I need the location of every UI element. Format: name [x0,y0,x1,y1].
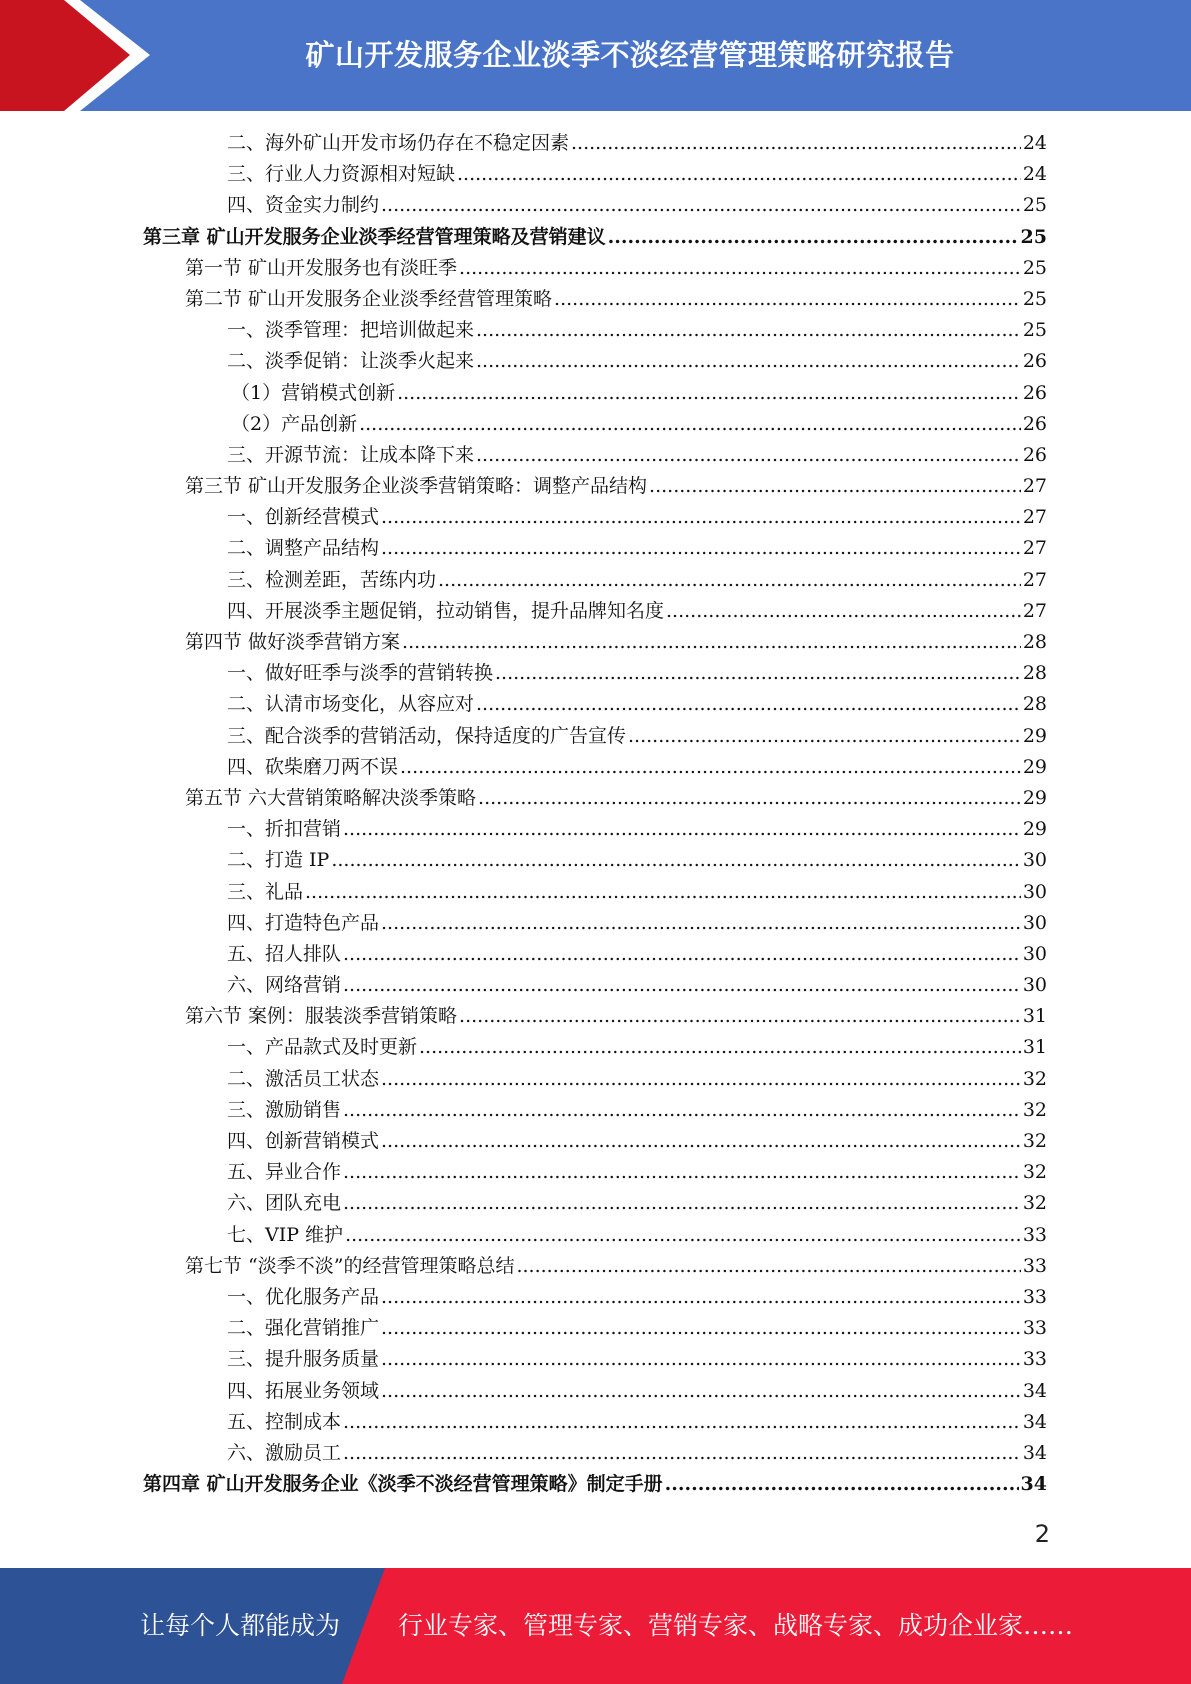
toc-dot-leader [381,1126,1021,1157]
toc-entry-page: 32 [1022,1192,1047,1215]
toc-entry-page: 33 [1022,1254,1047,1277]
toc-entry-title: 三、激励销售 [227,1098,342,1121]
toc-entry-page: 32 [1022,1098,1047,1121]
toc-entry-page: 34 [1022,1441,1047,1464]
toc-dot-leader [419,1032,1021,1063]
toc-entry-title: 第七节 “淡季不淡”的经营管理策略总结 [185,1254,515,1277]
toc-dot-leader [381,533,1021,564]
toc-dot-leader [381,1376,1021,1407]
toc-dot-leader [476,346,1021,377]
toc-dot-leader [343,814,1021,845]
toc-subsection-entry[interactable] [143,658,1047,689]
toc-entry-page: 27 [1022,568,1047,591]
toc-subsection-entry[interactable] [143,533,1047,564]
toc-subsection-entry[interactable] [143,596,1047,627]
toc-dot-leader [345,1220,1021,1251]
toc-dot-leader [495,658,1021,689]
toc-subsection-entry[interactable] [143,877,1047,908]
toc-entry-title: 四、开展淡季主题促销，拉动销售，提升品牌知名度 [227,599,665,622]
toc-dot-leader [459,1001,1021,1032]
toc-subsection-entry[interactable] [143,721,1047,752]
toc-entry-page: 25 [1022,319,1047,342]
toc-dot-leader [402,627,1021,658]
toc-dot-leader [400,752,1021,783]
toc-chapter-entry[interactable] [143,222,1047,253]
toc-dot-leader [381,502,1021,533]
toc-entry-page: 29 [1022,755,1047,778]
toc-entry-title: 二、强化营销推广 [227,1317,380,1340]
toc-dot-leader [343,1157,1021,1188]
toc-subsection-entry[interactable] [143,440,1047,471]
toc-section-entry[interactable] [143,1001,1047,1032]
toc-dot-leader [665,1469,1019,1500]
toc-entry-title: 一、做好旺季与淡季的营销转换 [227,662,494,685]
toc-subsection-entry[interactable] [143,1376,1047,1407]
toc-entry-page: 33 [1022,1348,1047,1371]
toc-subsection-entry[interactable] [143,190,1047,221]
toc-entry-page: 28 [1022,662,1047,685]
table-of-contents [143,128,1047,1500]
toc-entry-page: 30 [1022,880,1047,903]
toc-dot-leader [343,1095,1021,1126]
toc-entry-title: 一、优化服务产品 [227,1285,380,1308]
toc-dot-leader [305,877,1021,908]
toc-entry-page: 24 [1022,132,1047,154]
toc-subsection-entry[interactable] [143,1438,1047,1469]
toc-dot-leader [381,190,1021,221]
toc-dot-leader [476,689,1021,720]
toc-subsection-entry[interactable] [143,1157,1047,1188]
toc-entry-title: 六、团队充电 [227,1192,342,1215]
toc-dot-leader [343,1407,1021,1438]
toc-subsection-entry[interactable] [143,908,1047,939]
toc-dot-leader [478,783,1021,814]
toc-section-entry[interactable] [143,253,1047,284]
toc-entry-page: 30 [1022,911,1047,934]
toc-dot-leader [343,970,1021,1001]
toc-entry-title: 第二节 矿山开发服务企业淡季经营管理策略 [185,287,553,310]
toc-entry-title: 三、提升服务质量 [227,1348,380,1371]
toc-section-entry[interactable] [143,627,1047,658]
toc-dot-leader [381,1282,1021,1313]
toc-dot-leader [459,253,1021,284]
toc-entry-title: 第一节 矿山开发服务也有淡旺季 [185,256,458,279]
toc-subsection-entry[interactable] [143,1313,1047,1344]
toc-entry-title: 四、创新营销模式 [227,1130,380,1152]
toc-dot-leader [516,1251,1020,1282]
toc-entry-page: 26 [1022,381,1047,404]
toc-subsection-entry[interactable] [143,970,1047,1001]
toc-entry-title: 五、招人排队 [227,942,342,965]
toc-entry-page: 33 [1022,1317,1047,1340]
toc-subsection-entry[interactable] [143,1032,1047,1063]
toc-entry-page: 30 [1022,849,1047,872]
footer-slogan-left: 让每个人都能成为 [140,1611,341,1640]
toc-entry-title: 一、折扣营销 [227,818,342,841]
page-header [0,0,1191,111]
toc-dot-leader [359,409,1021,440]
toc-dot-leader [666,596,1021,627]
toc-entry-page: 28 [1022,631,1047,653]
toc-entry-title: 四、打造特色产品 [227,911,380,934]
toc-entry-page: 25 [1020,225,1047,248]
toc-entry-title: 四、资金实力制约 [227,194,380,217]
toc-entry-page: 32 [1022,1067,1047,1090]
toc-entry-title: 三、检测差距，苦练内功 [227,568,437,591]
toc-subsection-entry[interactable] [143,1344,1047,1375]
report-title: 矿山开发服务企业淡季不淡经营管理策略研究报告 [305,38,955,72]
toc-section-entry[interactable] [143,471,1047,502]
toc-entry-title: 三、行业人力资源相对短缺 [227,163,456,186]
toc-dot-leader [381,908,1021,939]
toc-subsection-entry[interactable] [143,845,1047,876]
toc-entry-title: 二、海外矿山开发市场仍存在不稳定因素 [227,132,570,154]
toc-subsection-entry[interactable] [143,1126,1047,1157]
toc-subsection-entry[interactable] [143,565,1047,596]
toc-section-entry[interactable] [143,284,1047,315]
toc-dot-leader [343,939,1021,970]
toc-subsection-entry[interactable] [143,378,1047,409]
toc-entry-page: 31 [1022,1036,1047,1059]
toc-entry-page: 32 [1022,1130,1047,1152]
toc-entry-title: 三、开源节流：让成本降下来 [227,443,475,466]
toc-subsection-entry[interactable] [143,128,1047,159]
toc-dot-leader [343,1438,1021,1469]
toc-entry-page: 33 [1022,1285,1047,1308]
toc-entry-page: 33 [1022,1223,1047,1246]
toc-entry-title: 二、调整产品结构 [227,537,380,560]
page-number: 2 [1034,1520,1050,1548]
toc-entry-title: 一、创新经营模式 [227,506,380,529]
toc-entry-page: 25 [1022,194,1047,217]
footer-slogan-right: 行业专家、管理专家、营销专家、战略专家、成功企业家…… [398,1611,1074,1640]
toc-entry-title: 第三章 矿山开发服务企业淡季经营管理策略及营销建议 [143,225,606,248]
toc-entry-page: 30 [1022,974,1047,997]
toc-entry-page: 29 [1022,786,1047,809]
toc-entry-page: 30 [1022,942,1047,965]
toc-entry-page: 29 [1022,818,1047,841]
toc-entry-page: 32 [1022,1161,1047,1184]
toc-dot-leader [476,440,1021,471]
toc-dot-leader [381,1313,1021,1344]
toc-dot-leader [381,1344,1021,1375]
toc-entry-page: 27 [1022,475,1047,498]
toc-entry-title: 第三节 矿山开发服务企业淡季营销策略：调整产品结构 [185,475,648,498]
toc-entry-page: 27 [1022,537,1047,560]
toc-entry-page: 26 [1022,412,1047,435]
toc-entry-title: 二、认清市场变化，从容应对 [227,693,475,716]
toc-entry-page: 26 [1022,443,1047,466]
toc-section-entry[interactable] [143,783,1047,814]
toc-entry-page: 26 [1022,350,1047,373]
toc-subsection-entry[interactable] [143,939,1047,970]
toc-entry-title: （1）营销模式创新 [231,381,396,404]
toc-entry-title: 一、淡季管理：把培训做起来 [227,319,475,342]
toc-entry-title: 五、控制成本 [227,1410,342,1433]
page-footer [0,1568,1191,1684]
toc-dot-leader [476,315,1021,346]
toc-dot-leader [397,378,1021,409]
toc-entry-page: 25 [1022,256,1047,279]
toc-subsection-entry[interactable] [143,1220,1047,1251]
toc-subsection-entry[interactable] [143,689,1047,720]
toc-entry-title: 四、砍柴磨刀两不误 [227,755,399,778]
toc-entry-title: 一、产品款式及时更新 [227,1036,418,1059]
toc-entry-title: 第五节 六大营销策略解决淡季策略 [185,786,477,809]
toc-entry-title: 三、礼品 [227,880,304,903]
toc-entry-page: 34 [1022,1379,1047,1402]
toc-entry-title: 二、激活员工状态 [227,1067,380,1090]
toc-dot-leader [381,1064,1021,1095]
toc-entry-page: 27 [1022,506,1047,529]
toc-dot-leader [628,721,1021,752]
toc-subsection-entry[interactable] [143,346,1047,377]
toc-entry-title: 四、拓展业务领域 [227,1379,380,1402]
toc-entry-page: 34 [1022,1410,1047,1433]
toc-entry-title: 六、网络营销 [227,974,342,997]
toc-entry-page: 24 [1022,163,1047,186]
toc-section-entry[interactable] [143,1251,1047,1282]
toc-entry-title: 第六节 案例：服装淡季营销策略 [185,1005,458,1028]
toc-dot-leader [331,845,1020,876]
toc-entry-title: 五、异业合作 [227,1161,342,1184]
toc-subsection-entry[interactable] [143,315,1047,346]
toc-dot-leader [554,284,1021,315]
toc-entry-page: 25 [1022,287,1047,310]
toc-entry-title: 二、打造 IP [227,849,330,872]
toc-entry-page: 29 [1022,724,1047,747]
toc-subsection-entry[interactable] [143,159,1047,190]
toc-dot-leader [649,471,1021,502]
toc-entry-page: 34 [1020,1473,1047,1496]
toc-chapter-entry[interactable] [143,1469,1047,1500]
toc-entry-title: 二、淡季促销：让淡季火起来 [227,350,475,373]
toc-entry-title: 第四章 矿山开发服务企业《淡季不淡经营管理策略》制定手册 [143,1473,663,1496]
toc-subsection-entry[interactable] [143,1095,1047,1126]
toc-entry-title: 七、VIP 维护 [227,1223,344,1246]
toc-subsection-entry[interactable] [143,1407,1047,1438]
toc-entry-page: 27 [1022,599,1047,622]
toc-subsection-entry[interactable] [143,502,1047,533]
toc-subsection-entry[interactable] [143,1064,1047,1095]
toc-entry-title: 第四节 做好淡季营销方案 [185,631,401,653]
toc-subsection-entry[interactable] [143,752,1047,783]
toc-subsection-entry[interactable] [143,1282,1047,1313]
toc-subsection-entry[interactable] [143,814,1047,845]
toc-dot-leader [457,159,1021,190]
toc-subsection-entry[interactable] [143,1188,1047,1219]
toc-dot-leader [343,1188,1021,1219]
toc-entry-page: 28 [1022,693,1047,716]
toc-entry-title: 六、激励员工 [227,1441,342,1464]
toc-entry-title: 三、配合淡季的营销活动，保持适度的广告宣传 [227,724,627,747]
toc-entry-page: 31 [1022,1005,1047,1028]
toc-entry-title: （2）产品创新 [231,412,358,435]
toc-dot-leader [571,128,1021,159]
toc-dot-leader [438,565,1021,596]
toc-subsection-entry[interactable] [143,409,1047,440]
toc-dot-leader [608,222,1019,253]
